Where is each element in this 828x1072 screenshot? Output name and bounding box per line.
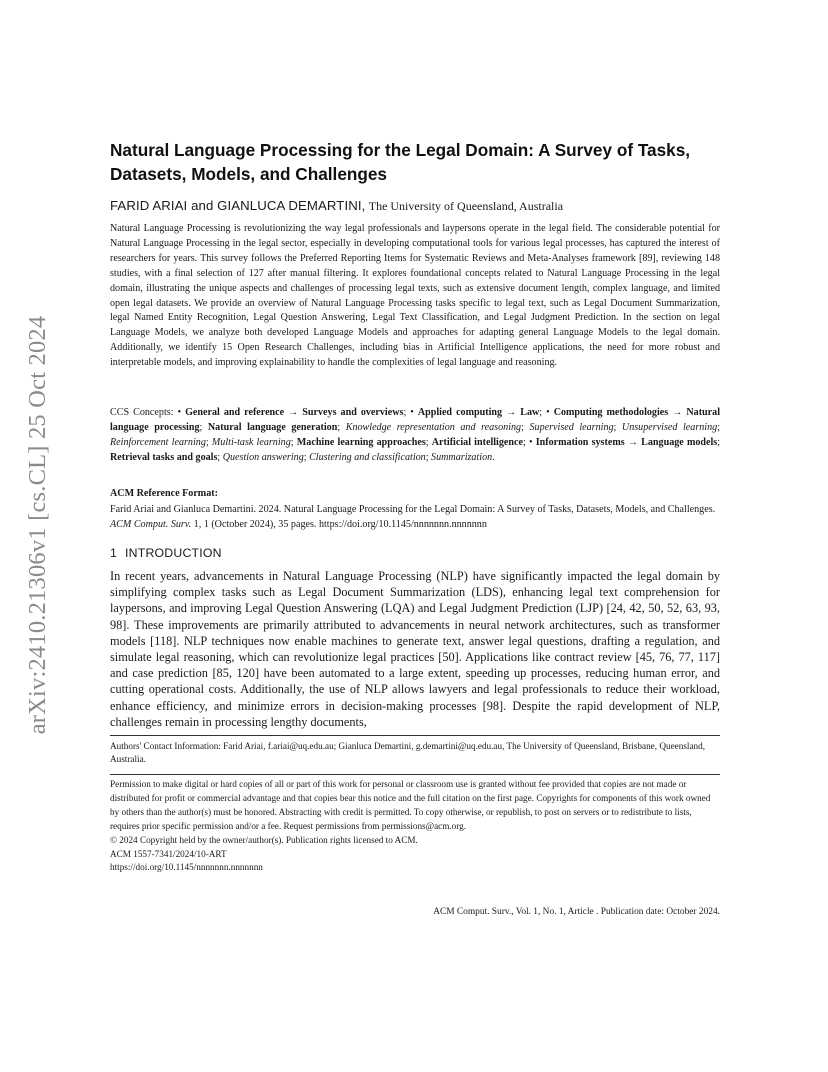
ccs-concept: Summarization [431,451,493,463]
ccs-concept: Information systems [535,436,625,448]
ccs-concept: Machine learning approaches [296,436,426,448]
permission-notice [110,778,720,875]
issn-line: ACM 1557-7341/2024/10-ART [110,848,227,859]
author-line [110,197,720,215]
doi-line: https://doi.org/10.1145/nnnnnnn.nnnnnnn [110,862,263,873]
ccs-concept: Knowledge representation and reasoning [345,421,522,433]
acm-reference-text: Farid Ariai and Gianluca Demartini. 2024. Natural Language Processing for the Legal Domain: A Survey of Tasks, Datasets, Models, and Challenges. [110,504,716,515]
introduction-paragraph: In recent years, advancements in Natural Language Processing (NLP) have significantly impacted the legal domain by simplifying complex tasks such as Legal Document Summarization (LDS), enhancing legal text comprehension for laypersons, and improving Legal Question Answering (LQA) and Legal Judgment Prediction (LJP) [24, 42, 50, 52, 63, 93, 98]. These improvements are primarily attributed to advancements in neural network architectures, such as transformer models [118]. NLP techniques now enable machines to generate text, answer legal questions, drafting a regulation, and simulate legal reasoning, which can revolutionize legal practices [50]. Applications like contract review [45, 76, 77, 117] and case prediction [85, 120] have been automated to a large extent, speeding up processes, reducing human error, and cutting operational costs. Additionally, the use of NLP allows lawyers and legal professionals to reduce their workload, enhance efficiency, and minimize errors in decision-making processes [98]. Despite the rapid development of NLP, challenges remain in processing lengthy documents, [110,569,720,729]
section-title: INTRODUCTION [125,546,222,560]
author-names: FARID ARIAI and GIANLUCA DEMARTINI, [110,198,366,213]
acm-reference-heading: ACM Reference Format: [110,488,218,499]
ccs-concept: Artificial intelligence [431,436,523,448]
ccs-concept: Computing methodologies [553,407,669,418]
section-heading [110,546,222,560]
acm-reference-details: 1, 1 (October 2024), 35 pages. https://doi.org/10.1145/nnnnnnn.nnnnnnn [191,518,487,530]
arxiv-identifier [18,290,58,760]
footnote-divider [110,735,720,736]
acm-reference-journal: ACM Comput. Surv. [110,518,192,530]
ccs-concept: Retrieval tasks and goals [110,451,218,463]
permission-divider [110,774,720,775]
ccs-concept: Reinforcement learning [110,436,206,448]
ccs-label: CCS Concepts: [110,407,178,418]
ccs-concept: Unsupervised learning [621,421,718,433]
arxiv-identifier-text: arXiv:2410.21306v1 [cs.CL] 25 Oct 2024 [24,315,51,735]
ccs-concept: Applied computing [417,407,503,418]
ccs-concepts: CCS Concepts: • General and reference → Surveys and overviews; • Applied computing → Law; • Computing methodologies → Natural language processing; Natural language generation; Knowledge representation and reasoning; Supervised learning; Unsupervised learning; Reinforcement learning; Multi-task learning; Machine learning approaches; Artificial intelligence; • Information systems → Language models; Retrieval tasks and goals; Question answering; Clustering and classification; Summarization. [110,407,721,463]
paper-title: Natural Language Processing for the Legal Domain: A Survey of Tasks, Datasets, Models, and Challenges [110,140,691,184]
ccs-concept: Supervised learning [529,421,614,433]
ccs-concept: Question answering [222,451,304,463]
permission-text: Permission to make digital or hard copies of all or part of this work for personal or classroom use is granted without fee provided that copies are not made or distributed for profit or commercial advantage and that copies bear this notice and the full citation on the first page. Copyrights for components of this work owned by others than the author(s) must be honored. Abstracting with credit is permitted. To copy otherwise, or republish, to post on servers or to redistribute to lists, requires prior specific permission and/or a fee. Request permissions from permissions@acm.org. [110,779,711,831]
ccs-concept: General and reference [185,407,285,418]
author-contact-info: Authors' Contact Information: Farid Ariai, f.ariai@uq.edu.au; Gianluca Demartini, g.demartini@uq.edu.au, The University of Queensland, Brisbane, Queensland, Australia. [110,741,706,764]
abstract: Natural Language Processing is revolutionizing the way legal professionals and laypersons operate in the legal field. The considerable potential for Natural Language Processing in the legal sector, especially in developing computational tools for various legal processes, has captured the interest of researchers for years. This survey follows the Preferred Reporting Items for Systematic Reviews and Meta-Analyses framework [89], reviewing 148 studies, with a final selection of 127 after manual filtering. It explores foundational concepts related to Natural Language Processing in the legal domain, illustrating the unique aspects and challenges of processing legal texts, such as extensive document length, complex language, and limited open legal datasets. We provide an overview of Natural Language Processing tasks specific to legal text, such as Legal Document Summarization, legal Named Entity Recognition, Legal Question Answering, Legal Text Classification, and Legal Judgment Prediction. In the section on legal Language Models, we analyze both developed Language Models and approaches for adapting general Language Models to the legal domain. Additionally, we identify 15 Open Research Challenges, including bias in Artificial Intelligence applications, the need for more robust and interpretable models, and improving explainability to handle the complexities of legal language and reasoning. [110,223,720,369]
ccs-concept: Multi-task learning [211,436,291,448]
ccs-concept: Clustering and classification [309,451,426,463]
ccs-concept: Natural language processing [110,407,721,433]
ccs-concept: Surveys and overviews [302,407,404,418]
author-affiliation: The University of Queensland, Australia [368,199,564,213]
acm-reference-format [110,503,720,533]
page-footer: ACM Comput. Surv., Vol. 1, No. 1, Article . Publication date: October 2024. [433,907,720,917]
ccs-concept: Law [520,407,540,418]
section-number: 1 [110,546,118,560]
copyright-line: © 2024 Copyright held by the owner/author(s). Publication rights licensed to ACM. [110,834,418,845]
ccs-concept: Language models [641,436,718,448]
ccs-concept: Natural language generation [207,421,338,433]
